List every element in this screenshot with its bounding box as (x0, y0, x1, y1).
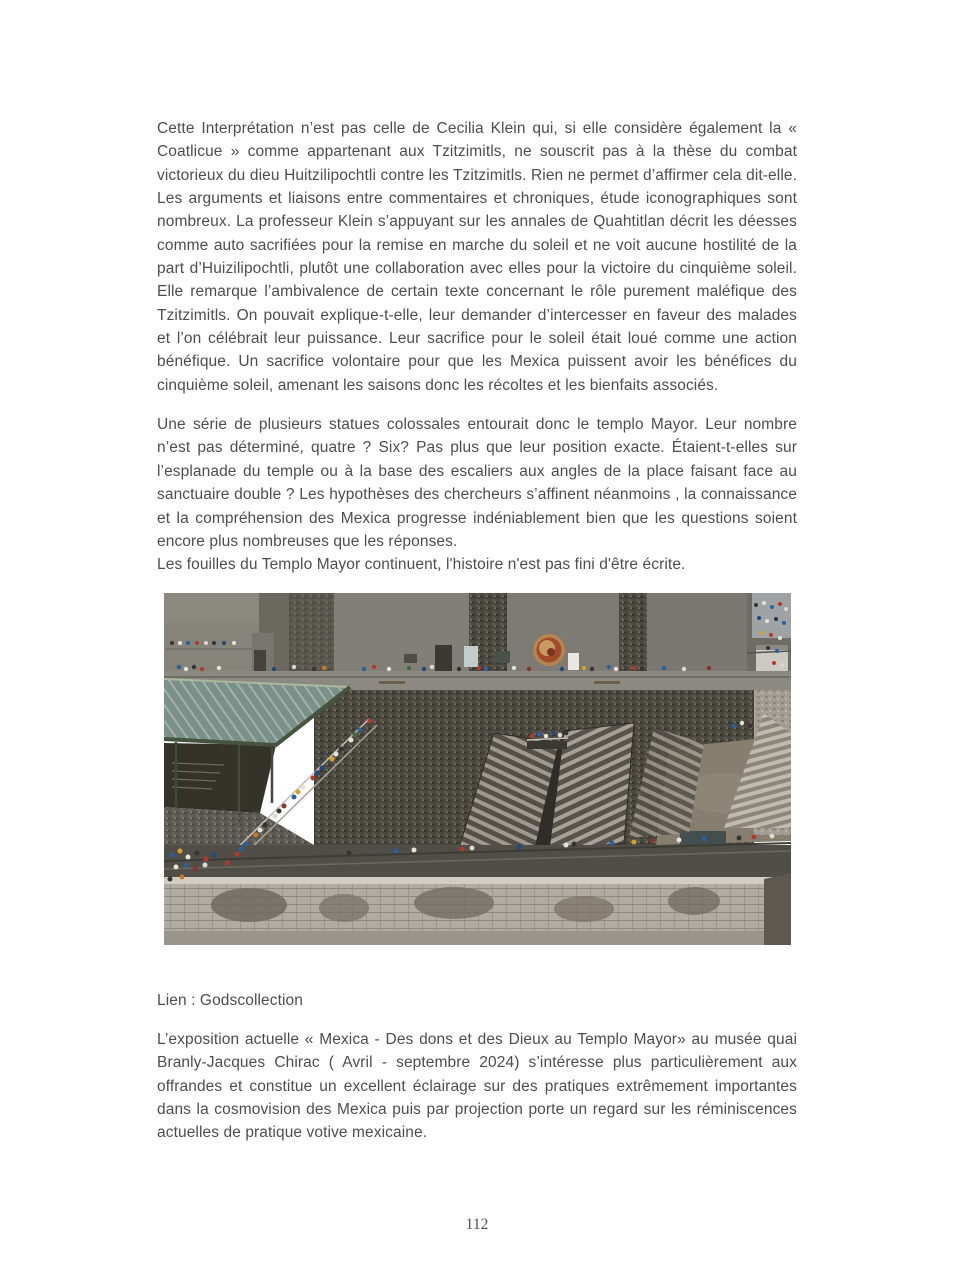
page-number: 112 (465, 1216, 489, 1233)
lower-walkway (164, 843, 791, 879)
paragraph-klein-interpretation: Cette Interprétation n’est pas celle de Cecilia Klein qui, si elle considère également la « Coatlicue » comme appartenant aux Tzitzimitls, ne souscrit pas à la thèse du combat victorieux du dieu Huitzilipochtli contre les Tzitzimitls. Rien ne permet d’affirmer cela dit-elle. Les arguments et liaisons entre commentaires et chroniques, étude iconographiques sont nombreux. La professeur Klein s’appuyant sur les annales de Quahtitlan décrit les déesses comme auto sacrifiées pour la remise en marche du soleil et ne voit aucune hostilité de la part d’Huizilipochtli, plutôt une collaboration avec elles pour la victoire du cinquième soleil. Elle remarque l’ambivalence de certain texte concernant le rôle purement maléfique des Tzitzimitls. On pouvait explique-t-elle, leur demander d’intercesser en faveur des malades et l’on célébrait leur puissance. Leur sacrifice pour le soleil était loué comme une action bénéfique. Un sacrifice volontaire pour que les Mexica puissent avoir les bénéfices du cinquième soleil, amenant les saisons donc les récoltes et les bienfaits associés. (157, 120, 797, 394)
paragraph-colossal-statues (157, 413, 797, 576)
document-body (157, 117, 797, 1161)
photo-caption: Lien : Godscollection (157, 991, 303, 1009)
paragraph-colossal-statues-text: Une série de plusieurs statues colossales entourait donc le templo Mayor. Leur nombre n’est pas déterminé, quatre ? Six? Pas plus que leur position exacte. Étaient-t-elles sur l’esplanade du temple ou à la base des escaliers aux angles de la place faisant face au sanctuaire double ? Les hypothèses des chercheurs s’affinent néanmoins , la connaissance et la compréhension des Mexica progresse indéniablement bien que les questions soient encore plus nombreuses que les réponses. (157, 416, 797, 550)
paragraph-exposition: L’exposition actuelle « Mexica - Des dons et des Dieux au Templo Mayor» au musée quai Branly-Jacques Chirac ( Avril - septembre 2024) s’intéresse plus particulièrement aux offrandes et constitue un excellent éclairage sur des pratiques extrêmement importantes dans la cosmovision des Mexica puis par projection porte un regard sur les réminiscences actuelles de pratique votive mexicaine. (157, 1030, 797, 1142)
templo-mayor-photo-illustration (164, 593, 791, 945)
paragraph-fouilles-line: Les fouilles du Templo Mayor continuent, l'histoire n'est pas fini d'être écrite. (157, 556, 686, 574)
page-footer (0, 1216, 954, 1234)
bottom-stone-wall (164, 873, 791, 945)
templo-mayor-photo (164, 593, 791, 945)
